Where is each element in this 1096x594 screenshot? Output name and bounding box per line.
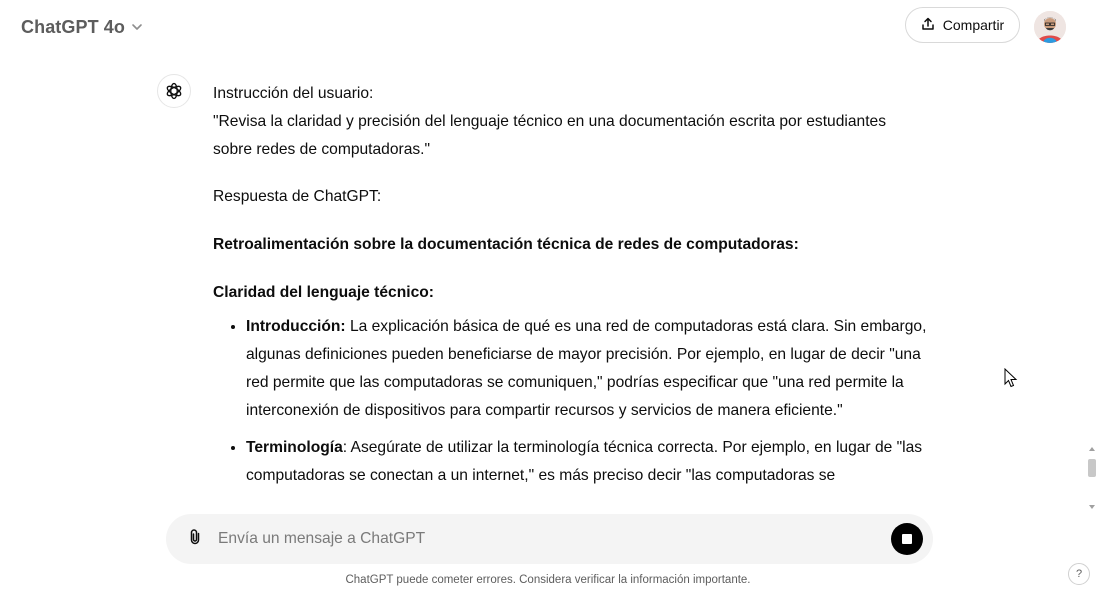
message-composer <box>166 514 933 564</box>
stop-generating-button[interactable] <box>891 523 923 555</box>
mouse-cursor-icon <box>1004 368 1018 388</box>
user-instruction-label: Instrucción del usuario: <box>213 85 374 102</box>
user-instruction <box>213 80 929 164</box>
help-button[interactable]: ? <box>1068 563 1090 585</box>
user-avatar[interactable] <box>1034 11 1066 43</box>
stop-icon <box>902 534 912 544</box>
model-title: ChatGPT 4o <box>21 16 126 37</box>
scrollbar-down-arrow[interactable] <box>1088 498 1096 506</box>
share-label: Compartir <box>942 17 1005 33</box>
attach-button[interactable] <box>183 527 207 551</box>
section-title: Claridad del lenguaje técnico: <box>213 284 434 301</box>
openai-logo-icon <box>157 74 191 108</box>
top-bar <box>0 0 1096 54</box>
assistant-message <box>213 80 929 499</box>
conversation-area[interactable] <box>0 54 1096 514</box>
feedback-list <box>213 313 929 490</box>
feedback-title: Retroalimentación sobre la documentación técnica de redes de computadoras: <box>213 236 799 253</box>
scrollbar-up-arrow[interactable] <box>1088 440 1096 448</box>
disclaimer: ChatGPT puede cometer errores. Considera verificar la información importante. <box>345 574 751 586</box>
item-text: : Asegúrate de utilizar la terminología técnica correcta. Por ejemplo, en lugar de "las computadoras se conectan a un internet," es más preciso decir "las computadoras se <box>246 439 923 484</box>
user-instruction-text: "Revisa la claridad y precisión del lenguaje técnico en una documentación escrita por estudiantes sobre redes de computadoras." <box>213 113 886 158</box>
share-upload-icon <box>921 17 935 34</box>
item-term: Introducción: <box>246 318 346 335</box>
item-text: La explicación básica de qué es una red de computadoras está clara. Sin embargo, algunas definiciones pueden beneficiarse de mayor precisión. Por ejemplo, en lugar de decir "una red permite que las computadoras se comuniquen," podrías especificar que "una red permite la interconexión de dispositivos para compartir recursos y servicios de manera eficiente." <box>246 318 927 419</box>
response-label: Respuesta de ChatGPT: <box>213 188 382 205</box>
list-item <box>246 434 929 490</box>
scrollbar-thumb[interactable] <box>1088 459 1096 477</box>
paperclip-icon <box>185 527 205 552</box>
share-button[interactable] <box>905 7 1020 43</box>
chevron-down-icon <box>131 21 143 33</box>
list-item <box>246 313 929 425</box>
model-selector[interactable] <box>12 10 152 44</box>
message-input[interactable] <box>218 514 878 564</box>
item-term: Terminología <box>246 439 343 456</box>
